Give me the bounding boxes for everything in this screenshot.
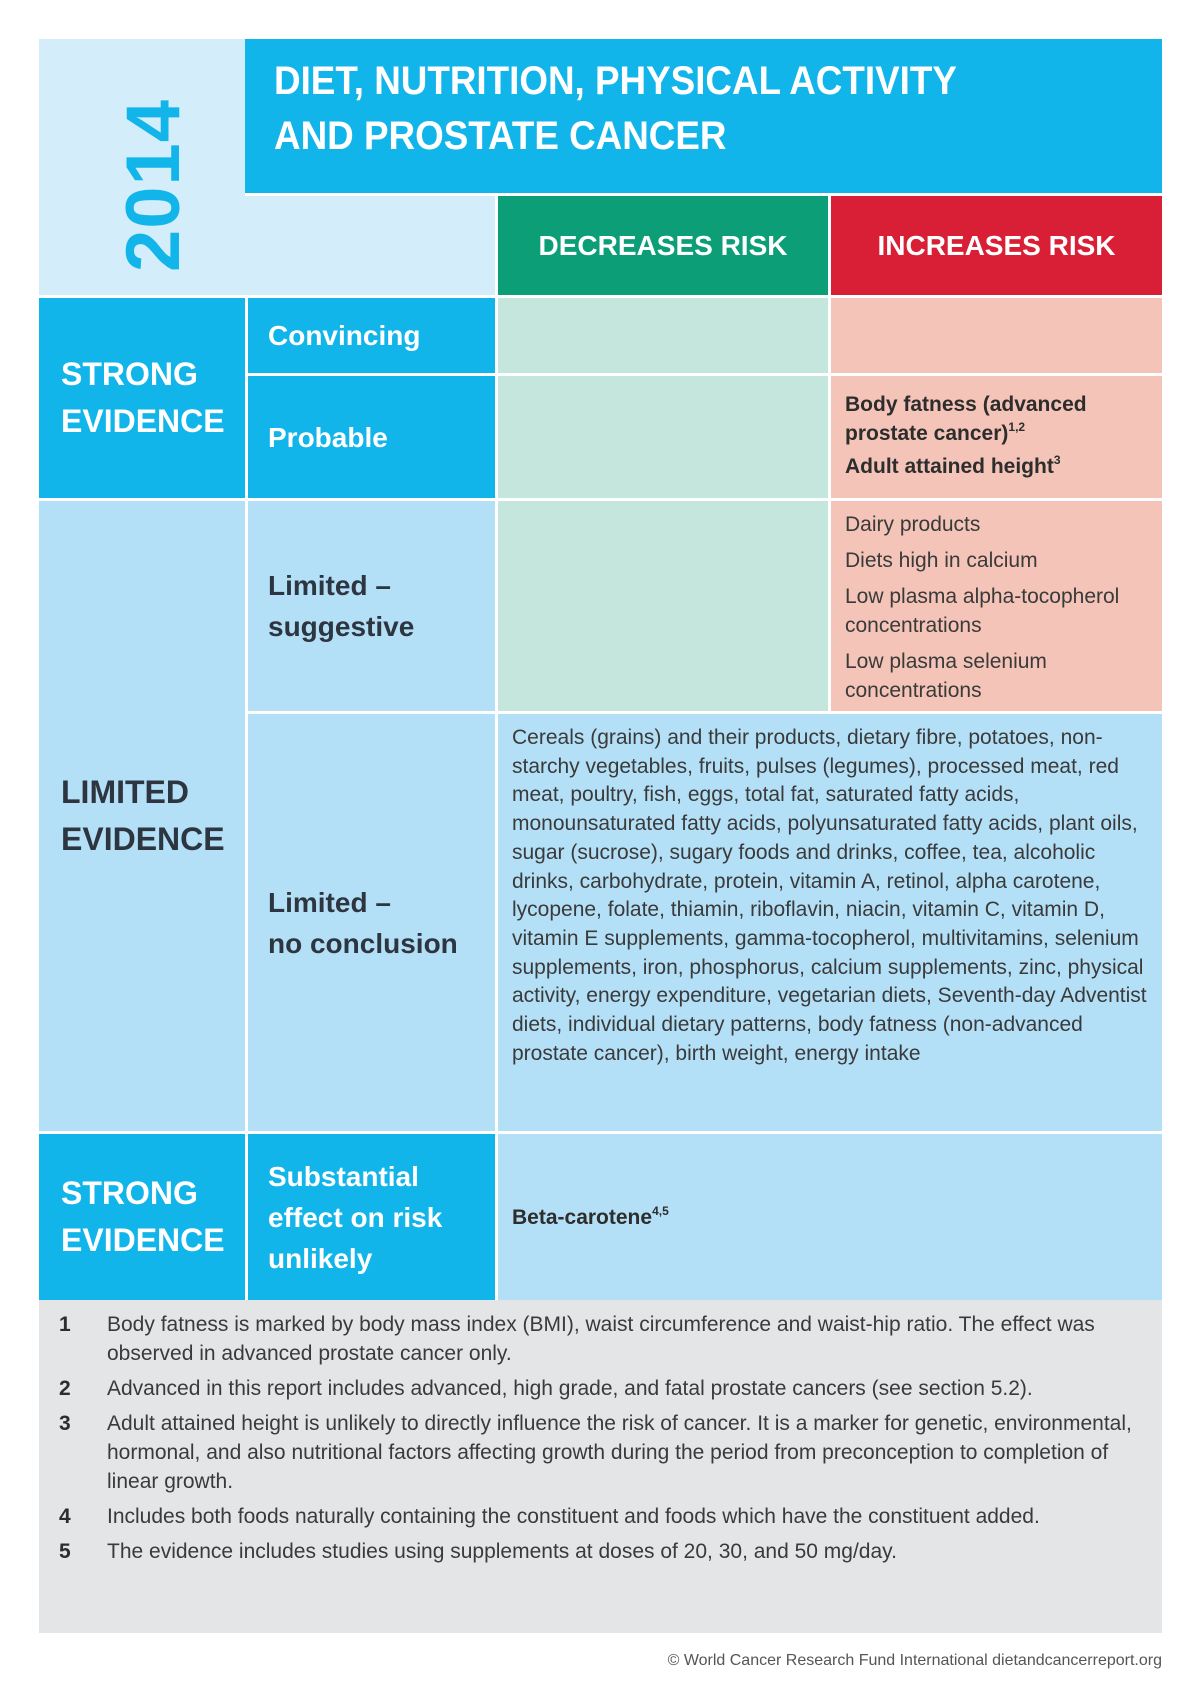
substantial-cell — [495, 1131, 1162, 1300]
level-label-line-2: suggestive — [268, 611, 415, 642]
group-label-line-1: LIMITED — [61, 774, 189, 810]
increases-risk-header — [828, 193, 1162, 295]
footnote — [59, 1502, 1142, 1531]
level-limited-suggestive — [245, 498, 495, 711]
level-substantial-effect-unlikely — [245, 1131, 495, 1300]
footnote-number: 1 — [59, 1313, 71, 1336]
risk-item: Low plasma selenium concentrations — [845, 650, 1047, 702]
level-label-line-2: effect on risk — [268, 1201, 443, 1233]
group-label-line-2: EVIDENCE — [61, 403, 225, 439]
footnote — [59, 1409, 1142, 1496]
level-probable — [245, 373, 495, 498]
level-label-line-1: Limited – — [268, 886, 391, 918]
suggestive-increases-cell — [828, 498, 1162, 711]
footnote — [59, 1374, 1142, 1403]
group-label-line-1: STRONG — [61, 1175, 198, 1211]
decreases-risk-header — [495, 193, 828, 295]
level-label-line-1: Limited – — [268, 570, 391, 601]
copyright: © World Cancer Research Fund International dietandcancerreport.org — [667, 1652, 1162, 1669]
increases-risk-label: INCREASES RISK — [877, 229, 1116, 261]
footnote-text: Body fatness is marked by body mass index (BMI), waist circumference and waist-hip ratio. The effect was observed in advanced prostate cancer only. — [107, 1313, 1095, 1365]
header-spacer — [245, 193, 495, 295]
level-label-line-3: unlikely — [268, 1242, 373, 1274]
no-conclusion-list: Cereals (grains) and their products, dietary fibre, potatoes, non-starchy vegetables, fruits, pulses (legumes), processed meat, red meat, poultry, fish, eggs, total fat, saturated fatty acids, monounsaturated fatty acids, polyunsaturated fatty acids, plant oils, sugar (sucrose), sugary foods and drinks, coffee, tea, alcoholic drinks, carbohydrate, protein, vitamin A, retinol, alpha carotene, lycopene, folate, thiamin, riboflavin, niacin, vitamin C, vitamin D, vitamin E supplements, gamma-tocopherol, multivitamins, selenium supplements, iron, phosphorus, calcium supplements, zinc, physical activity, energy expenditure, vegetarian diets, Seventh-day Adventist diets, individual dietary patterns, body fatness (non-advanced prostate cancer), birth weight, energy intake — [512, 726, 1147, 1065]
probable-decreases-cell — [495, 373, 828, 498]
footnotes — [39, 1300, 1162, 1633]
convincing-decreases-cell — [495, 295, 828, 373]
strong-evidence-group-bottom — [39, 1131, 245, 1300]
risk-item: Dairy products — [845, 513, 981, 536]
risk-item: Beta-carotene$^{4,5}$ — [512, 1203, 669, 1229]
footnote-text: The evidence includes studies using supplements at doses of 20, 30, and 50 mg/day. — [107, 1540, 897, 1563]
year-label: 2014 — [111, 98, 196, 272]
level-probable-label: Probable — [268, 421, 388, 453]
strong-evidence-group-top — [39, 295, 245, 498]
level-label-line-2: no conclusion — [268, 927, 458, 959]
footnote-number: 2 — [59, 1377, 71, 1400]
risk-item: Diets high in calcium — [845, 549, 1038, 572]
level-convincing-label: Convincing — [268, 320, 421, 351]
convincing-increases-cell — [828, 295, 1162, 373]
risk-item: Body fatness (advanced prostate cancer)$^{1,2}$ — [845, 393, 1087, 445]
footnote-number: 5 — [59, 1540, 71, 1563]
limited-evidence-group — [39, 498, 245, 1131]
footnote-text: Advanced in this report includes advanced, high grade, and fatal prostate cancers (see section 5.2). — [107, 1377, 1033, 1400]
no-conclusion-cell — [495, 711, 1162, 1131]
level-limited-no-conclusion — [245, 711, 495, 1131]
footnote-text: Includes both foods naturally containing the constituent and foods which have the constituent added. — [107, 1505, 1040, 1528]
level-label-line-1: Substantial — [268, 1160, 419, 1192]
page-title-line-1: DIET, NUTRITION, PHYSICAL ACTIVITY — [274, 59, 957, 103]
risk-item: Adult attained height$^3$ — [845, 453, 1061, 478]
group-label-line-2: EVIDENCE — [61, 821, 225, 857]
footnote-number: 4 — [59, 1505, 71, 1528]
suggestive-decreases-cell — [495, 498, 828, 711]
page-title-line-2: AND PROSTATE CANCER — [274, 114, 727, 158]
title-band — [245, 39, 1162, 193]
footnote — [59, 1537, 1142, 1566]
group-label-line-2: EVIDENCE — [61, 1222, 225, 1258]
footnote-number: 3 — [59, 1412, 71, 1435]
probable-increases-cell — [828, 373, 1162, 498]
footnote-text: Adult attained height is unlikely to directly influence the risk of cancer. It is a marker for genetic, environmental, hormonal, and also nutritional factors affecting growth during the period from preconception to completion of linear growth. — [107, 1412, 1132, 1493]
footnote — [59, 1310, 1142, 1368]
level-convincing — [245, 295, 495, 373]
decreases-risk-label: DECREASES RISK — [538, 229, 788, 261]
group-label-line-1: STRONG — [61, 356, 198, 392]
risk-item: Low plasma alpha-tocopherol concentrations — [845, 585, 1120, 637]
